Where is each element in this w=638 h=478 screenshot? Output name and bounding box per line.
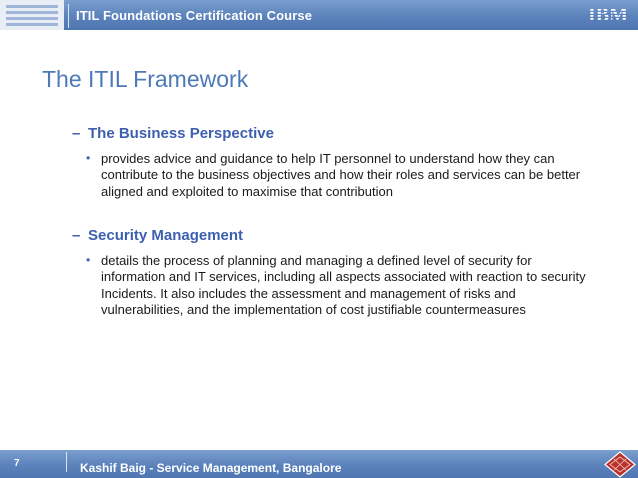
bullet-text: provides advice and guidance to help IT personnel to understand how they can contribute to the business objectives and how their roles and services can be better aligned and exploited to maximise that contribution: [101, 151, 581, 199]
header-bar: [0, 0, 638, 30]
header-divider: [68, 4, 69, 28]
footer-divider: [66, 452, 67, 472]
slide-title: The ITIL Framework: [42, 66, 249, 92]
bullet-business-perspective: [86, 151, 586, 200]
presenter-credit: Kashif Baig - Service Management, Bangalore: [80, 461, 342, 475]
dash-marker: –: [72, 125, 81, 142]
section-heading-label: The Business Perspective: [88, 125, 274, 142]
section-heading-security-management: [72, 227, 243, 244]
section-heading-label: Security Management: [88, 227, 244, 244]
slide-number: 7: [14, 458, 20, 469]
bullet-icon: •: [86, 253, 91, 267]
dash-marker: –: [72, 227, 81, 244]
course-logo-icon: [0, 0, 64, 30]
section-heading-business-perspective: [72, 125, 274, 142]
bullet-icon: •: [86, 151, 91, 165]
bullet-text: details the process of planning and managing a defined level of security for information and IT services, including all aspects associated with reaction to security Incidents. It also includes the assessment and management of risks and vulnerabilities, and the implementation of cost justifiable countermeasures: [101, 253, 586, 318]
course-title: ITIL Foundations Certification Course: [76, 8, 313, 23]
svg-text:IBM: IBM: [588, 4, 628, 25]
ibm-logo-icon: [583, 3, 633, 25]
corner-diamond-icon: [604, 451, 636, 478]
bullet-security-management: [86, 253, 586, 319]
